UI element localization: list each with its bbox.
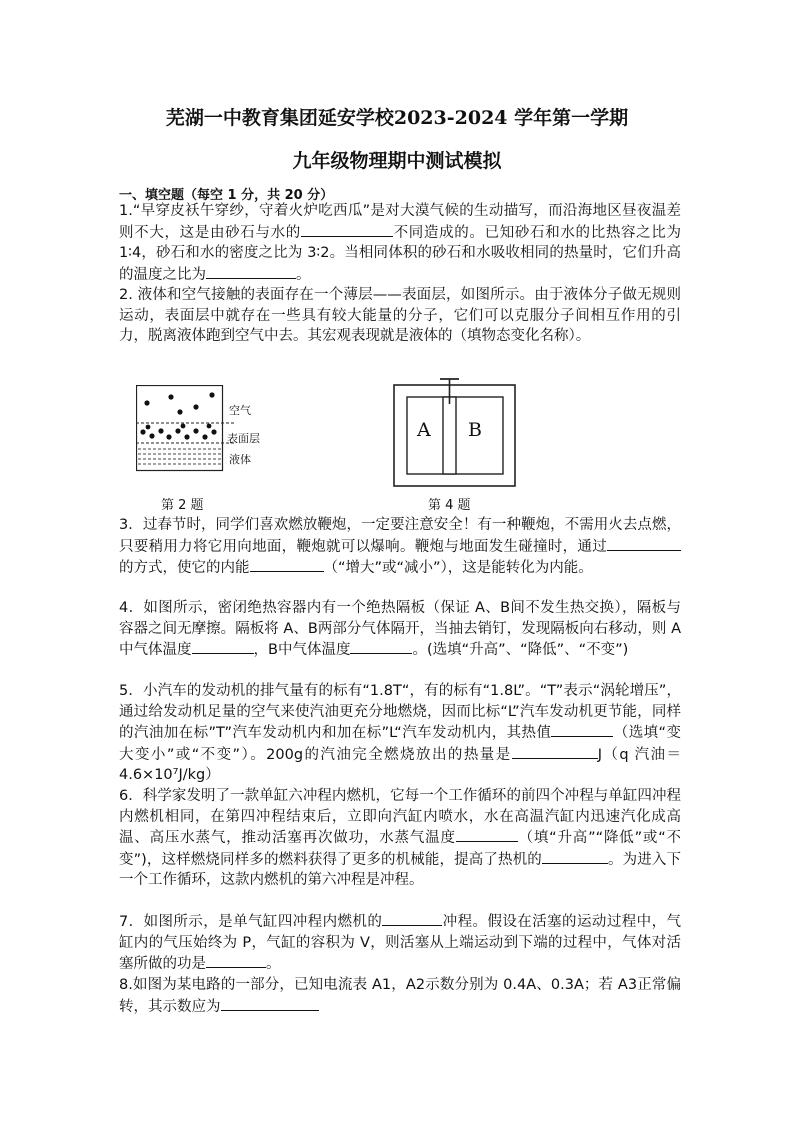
figure-2-label-liquid: 液体 [229, 453, 251, 466]
question-3-blank-1 [607, 536, 681, 551]
question-7-text-b: 冲程。假设在活塞的运动过程中，气缸内的气压始终为 P，气缸的容积为 V，则活塞从上端运动到下端的过程中，气体对活塞所做的功是 [119, 914, 681, 972]
figure-4-label-a: A [417, 419, 431, 441]
question-3-text-a: 3．过春节时，同学们喜欢燃放鞭炮，一定要注意安全！有一种鞭炮，不需用火去点燃，只要稍用力将它用向地面，鞭炮就可以爆响。鞭炮与地面发生碰撞时，通过 [119, 517, 681, 555]
figure-4-container-diagram [393, 374, 518, 489]
page-title: 芜湖一中教育集团延安学校2023-2024 学年第一学期 [165, 107, 629, 129]
figure-4-label-b: B [468, 419, 482, 441]
figure-4-caption: 第 4 题 [428, 498, 471, 513]
question-6-text-b: （填“升高”“降低”或“不变”)，这样燃烧同样多的燃料获得了更多的机械能，提高了热机的 [119, 830, 682, 868]
figure-2-caption: 第 2 题 [161, 498, 204, 513]
question-6-text-c: 。为进入下一个工作循环，这款内燃机的第六冲程是冲程。 [119, 851, 681, 888]
question-7-text-c: 。 [266, 956, 281, 972]
question-7-text-a: 7．如图所示，是单气缸四冲程内燃机的 [119, 914, 383, 930]
question-4-blank-2 [350, 639, 412, 654]
question-1-text-a: 1.“早穿皮袄午穿纱，守着火炉吃西瓜”是对大漠气候的生动描写，而沿海地区昼夜温差则不大，这是由砂石与水的 [119, 203, 681, 241]
question-4-text-a: 4．如图所示，密闭绝热容器内有一个绝热隔板（保证 A、B间不发生热交换），隔板与容器之间无摩擦。隔板将 A、B两部分气体隔开，当抽去销钉，发现隔板向右移动，则 A中气体温度 [119, 600, 681, 658]
question-4-blank-1 [192, 639, 254, 654]
figure-2-label-surface: 表面层 [227, 432, 260, 445]
question-6 [119, 786, 681, 891]
question-8 [119, 975, 681, 1017]
question-1-text-b: 不同造成的。已知砂石和水的比热容之比为 1∶4，砂石和水的密度之比为 3∶2。当相同体积的砂石和水吸收相同的热量时，它们升高的温度之比为 [119, 224, 682, 283]
question-7-blank-2 [206, 953, 266, 968]
question-7-blank-1 [382, 911, 442, 926]
question-1-blank-1 [301, 222, 393, 237]
question-3 [119, 515, 681, 579]
question-5-text-a: 5．小汽车的发动机的排气量有的标有“1.8T“，有的标有“1.8L”。“T”表示“涡轮增压”，通过给发动机足量的空气来使汽油更充分地燃烧，因而比标“L”汽车发动机更节能，同样的汽油加在标”T”汽车发动机内和加在标”L“汽车发动机内，其热值 [119, 683, 681, 741]
question-5-blank-1 [551, 722, 613, 737]
page-subtitle: 九年级物理期中测试模拟 [292, 150, 502, 172]
question-3-text-c: （“增大”或“减小”），这是能转化为内能。 [323, 560, 593, 576]
question-1 [119, 201, 681, 285]
question-8-blank-1 [221, 996, 319, 1011]
question-5-text-b: （选填“变大变小”或“不变”）。200g的汽油完全燃烧放出的热量是 [119, 725, 681, 763]
question-8-text: 8.如图为某电路的一部分，已知电流表 A1，A2示数分别为 0.4A、0.3A；若 A3正常偏转，其示数应为 [119, 977, 681, 1015]
question-1-text-c: 。 [296, 266, 311, 283]
question-5 [119, 681, 681, 786]
question-3-blank-2 [250, 557, 324, 572]
question-5-text-c: J（q 汽油＝4.6×10⁷J/kg） [119, 746, 681, 783]
question-6-blank-1 [456, 827, 518, 842]
question-1-blank-2 [206, 264, 296, 279]
question-3-text-b: 的方式，使它的内能 [119, 560, 250, 576]
question-4-text-c: 。(选填“升高”、“降低”、“不变”) [412, 642, 629, 658]
question-2-text: 2. 液体和空气接触的表面存在一个薄层——表面层，如图所示。由于液体分子做无规则运动，表面层中就存在一些具有较大能量的分子，它们可以克服分子间相互作用的引力，脱离液体跑到空气中去。其宏观表现就是液体的（填物态变化名称）。 [119, 287, 681, 344]
question-5-blank-2 [512, 744, 598, 759]
question-7 [119, 911, 681, 975]
question-6-text-a: 6．科学家发明了一款单缸六冲程内燃机，它每一个工作循环的前四个冲程与单缸四冲程内燃机相同，在第四冲程结束后，立即向汽缸内喷水，水在高温汽缸内迅速汽化成高温、高压水蒸气，推动活塞再次做功，水蒸气温度 [119, 788, 681, 846]
question-2 [119, 285, 681, 347]
section-heading-fill-in: 一、填空题（每空 1 分，共 20 分） [119, 188, 334, 203]
question-4 [119, 598, 681, 661]
question-4-text-b: ，B中气体温度 [253, 642, 351, 658]
figure-2-label-air: 空气 [229, 404, 251, 417]
question-6-blank-2 [542, 849, 608, 864]
